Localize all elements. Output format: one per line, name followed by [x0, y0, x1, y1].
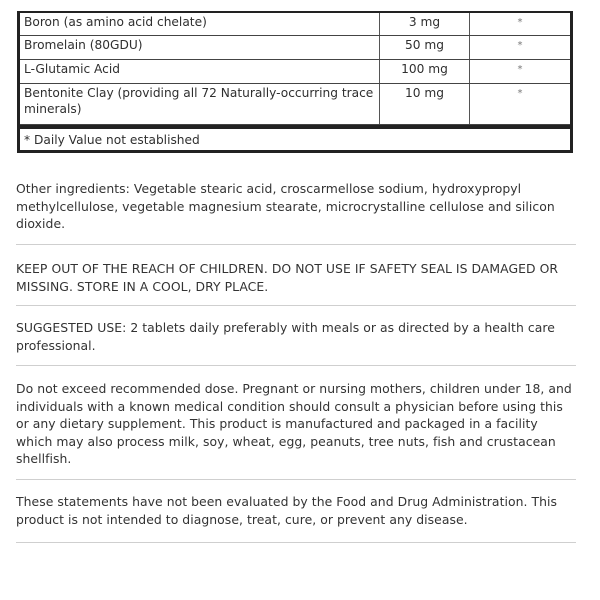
- fda-disclaimer-text: These statements have not been evaluated by the Food and Drug Administration. This product is not intended to diagnose, treat, cure, or prevent any disease.: [16, 494, 558, 527]
- ingredient-amount: 10 mg: [380, 84, 470, 124]
- ingredient-name: Boron (as amino acid chelate): [20, 13, 380, 35]
- facts-row-l-glutamic-acid: [20, 60, 570, 84]
- supplement-facts-table: [17, 11, 573, 153]
- ingredient-amount: 100 mg: [380, 60, 470, 83]
- ingredient-daily-value: *: [517, 64, 523, 75]
- facts-row-bromelain: [20, 36, 570, 60]
- facts-row-bentonite-clay: [20, 84, 570, 125]
- ingredient-daily-value: *: [517, 17, 523, 28]
- other-ingredients-text: Other ingredients: Vegetable stearic acid, croscarmellose sodium, hydroxypropyl methylcellulose, vegetable magnesium stearate, microcrystalline cellulose and silicon dioxide.: [16, 181, 555, 231]
- ingredient-name: Bentonite Clay (providing all 72 Naturally-occurring trace minerals): [20, 84, 380, 124]
- ingredient-daily-value: *: [517, 40, 523, 51]
- dosage-warning-text: Do not exceed recommended dose. Pregnant or nursing mothers, children under 18, and individuals with a known medical condition should consult a physician before using this or any dietary supplement. This product is manufactured and packaged in a facility which may also process milk, soy, wheat, egg, peanuts, tree nuts, fish and crustacean shellfish.: [16, 381, 572, 466]
- daily-value-footnote: * Daily Value not established: [20, 125, 570, 150]
- ingredient-amount: 50 mg: [380, 36, 470, 59]
- facts-row-boron: [20, 13, 570, 36]
- safety-warning-text: KEEP OUT OF THE REACH OF CHILDREN. DO NOT USE IF SAFETY SEAL IS DAMAGED OR MISSING. STORE IN A COOL, DRY PLACE.: [16, 261, 559, 294]
- ingredient-amount: 3 mg: [380, 13, 470, 35]
- section-divider: [16, 244, 576, 245]
- ingredient-name: Bromelain (80GDU): [20, 36, 380, 59]
- section-divider: [16, 479, 576, 480]
- ingredient-name: L-Glutamic Acid: [20, 60, 380, 83]
- section-divider: [16, 305, 576, 306]
- ingredient-daily-value: *: [517, 88, 523, 99]
- suggested-use-text: SUGGESTED USE: 2 tablets daily preferably with meals or as directed by a health care professional.: [16, 320, 555, 353]
- section-divider: [16, 365, 576, 366]
- section-divider: [16, 542, 576, 543]
